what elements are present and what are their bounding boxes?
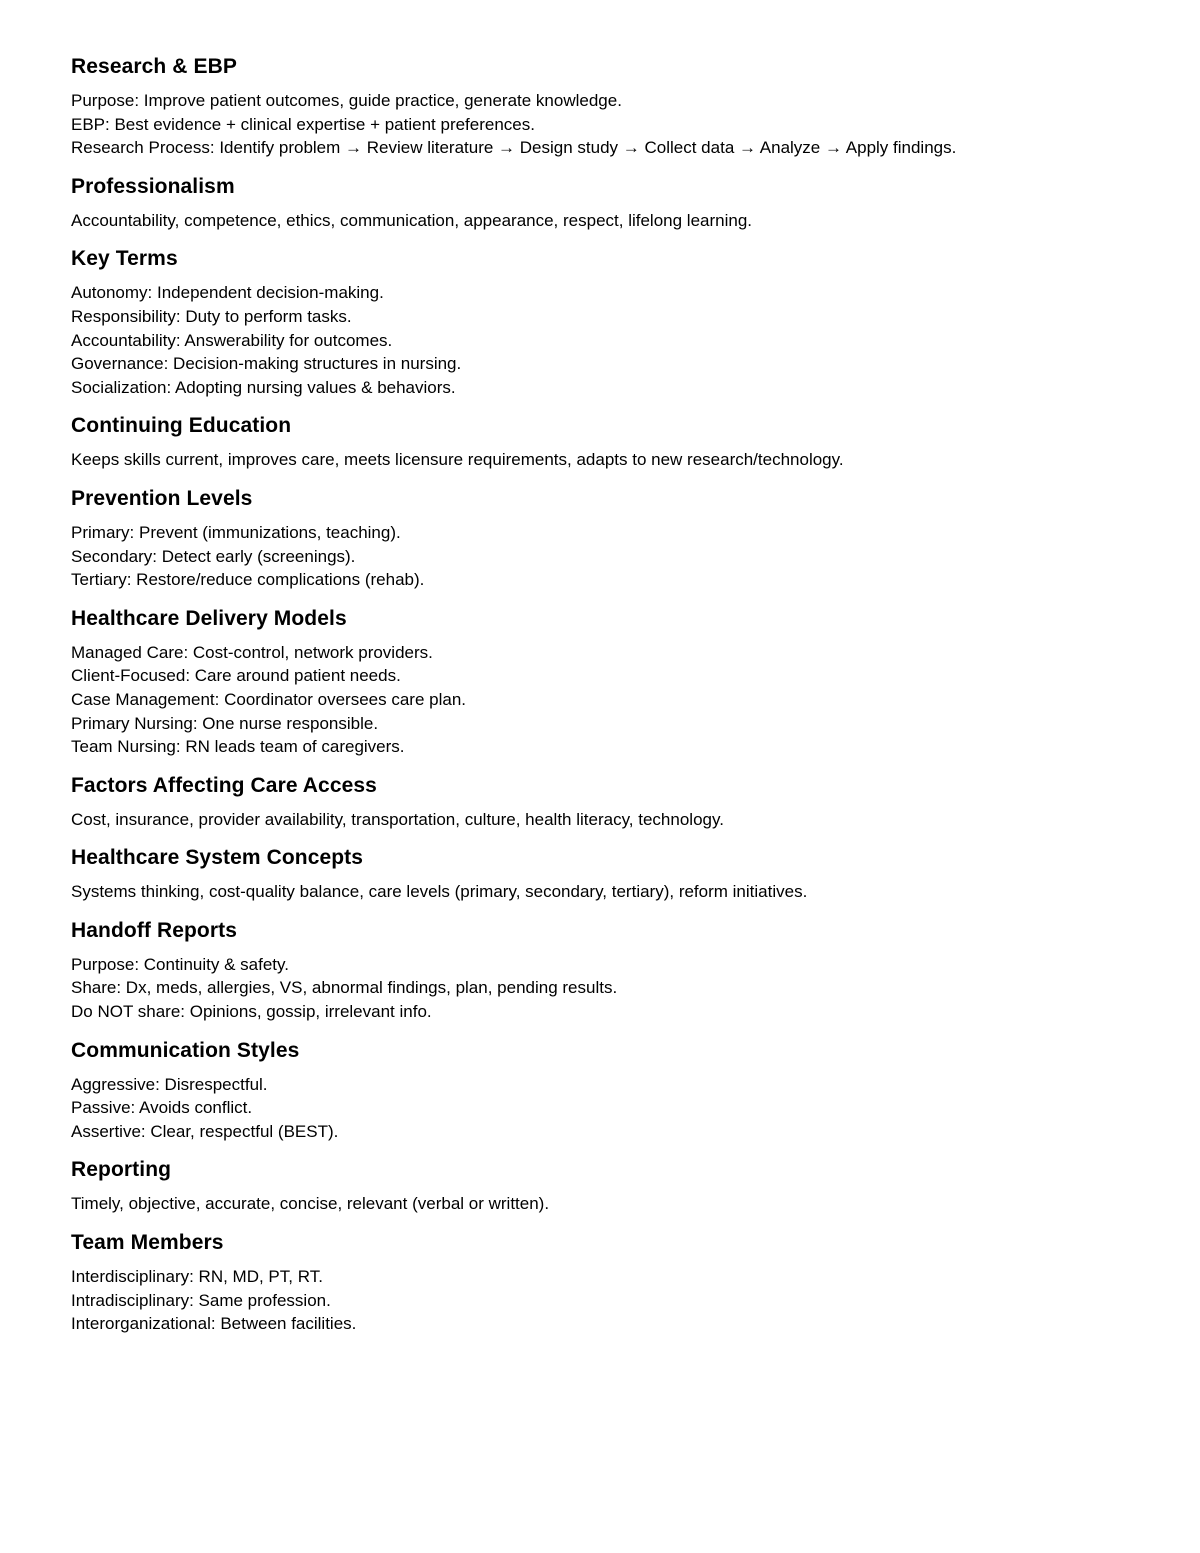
section-line: Purpose: Continuity & safety. bbox=[71, 954, 289, 974]
section-line: Purpose: Improve patient outcomes, guide practice, generate knowledge. bbox=[71, 91, 622, 110]
section bbox=[71, 605, 1151, 759]
section-line: Aggressive: Disrespectful. bbox=[71, 1074, 268, 1094]
section-line: Primary Nursing: One nurse responsible. bbox=[71, 713, 379, 733]
section-heading: Team Members bbox=[71, 1231, 224, 1255]
section-heading: Reporting bbox=[71, 1158, 172, 1182]
section-line: Intradisciplinary: Same profession. bbox=[71, 1290, 331, 1310]
section-body bbox=[71, 880, 1151, 904]
section bbox=[71, 485, 1151, 592]
section-heading: Continuing Education bbox=[71, 414, 292, 438]
section bbox=[71, 772, 1151, 832]
section-body bbox=[71, 1265, 1151, 1336]
section-body bbox=[71, 448, 1151, 472]
document-page bbox=[71, 53, 1151, 1349]
section-line: Secondary: Detect early (screenings). bbox=[71, 546, 356, 566]
section-line: Case Management: Coordinator oversees care plan. bbox=[71, 689, 466, 709]
section-line: Cost, insurance, provider availability, transportation, culture, health literacy, technology. bbox=[71, 809, 724, 829]
section-heading: Communication Styles bbox=[71, 1038, 300, 1062]
section-body bbox=[71, 808, 1151, 832]
section bbox=[71, 917, 1151, 1024]
section-heading: Healthcare System Concepts bbox=[71, 846, 364, 870]
section-line: Assertive: Clear, respectful (BEST). bbox=[71, 1121, 339, 1141]
section bbox=[71, 1037, 1151, 1144]
section-line: Interdisciplinary: RN, MD, PT, RT. bbox=[71, 1267, 323, 1287]
section bbox=[71, 844, 1151, 904]
section-body bbox=[71, 1073, 1151, 1144]
section-body bbox=[71, 953, 1151, 1024]
section-body bbox=[71, 89, 1151, 160]
section-line: Do NOT share: Opinions, gossip, irrelevant info. bbox=[71, 1002, 432, 1022]
section bbox=[71, 1156, 1151, 1216]
section-heading: Factors Affecting Care Access bbox=[71, 773, 377, 797]
section-line: Accountability, competence, ethics, communication, appearance, respect, lifelong learning. bbox=[71, 210, 753, 230]
section-heading: Research & EBP bbox=[71, 55, 237, 78]
section-line: Interorganizational: Between facilities. bbox=[71, 1314, 357, 1334]
section bbox=[71, 412, 1151, 472]
section-heading: Handoff Reports bbox=[71, 918, 237, 942]
section-line: Client-Focused: Care around patient needs. bbox=[71, 666, 401, 686]
section bbox=[71, 245, 1151, 399]
section-line: Managed Care: Cost-control, network providers. bbox=[71, 642, 433, 662]
section bbox=[71, 173, 1151, 233]
section-line: Research Process: Identify problem → Review literature → Design study → Collect data → Analyze → Apply findings. bbox=[71, 138, 957, 158]
section-body bbox=[71, 521, 1151, 592]
section-line: Keeps skills current, improves care, meets licensure requirements, adapts to new research/technology. bbox=[71, 450, 844, 470]
section-heading: Prevention Levels bbox=[71, 486, 253, 510]
section-line: Responsibility: Duty to perform tasks. bbox=[71, 306, 352, 326]
section bbox=[71, 53, 1151, 160]
section-line: Socialization: Adopting nursing values & behaviors. bbox=[71, 377, 456, 397]
section-line: Primary: Prevent (immunizations, teaching). bbox=[71, 522, 401, 542]
section-line: Share: Dx, meds, allergies, VS, abnormal findings, plan, pending results. bbox=[71, 978, 618, 998]
section-line: Systems thinking, cost-quality balance, care levels (primary, secondary, tertiary), reform initiatives. bbox=[71, 882, 808, 902]
sections-container bbox=[71, 53, 1151, 1336]
section-body bbox=[71, 281, 1151, 399]
section-body bbox=[71, 641, 1151, 759]
section bbox=[71, 1229, 1151, 1336]
section-line: Timely, objective, accurate, concise, relevant (verbal or written). bbox=[71, 1194, 550, 1214]
section-body bbox=[71, 1192, 1151, 1216]
section-heading: Professionalism bbox=[71, 174, 235, 198]
section-line: Tertiary: Restore/reduce complications (rehab). bbox=[71, 570, 425, 590]
section-heading: Key Terms bbox=[71, 247, 178, 271]
section-line: Autonomy: Independent decision-making. bbox=[71, 283, 384, 303]
section-heading: Healthcare Delivery Models bbox=[71, 606, 347, 630]
section-line: EBP: Best evidence + clinical expertise + patient preferences. bbox=[71, 114, 535, 134]
section-line: Governance: Decision-making structures in nursing. bbox=[71, 354, 462, 374]
section-line: Team Nursing: RN leads team of caregivers. bbox=[71, 737, 405, 757]
section-line: Accountability: Answerability for outcomes. bbox=[71, 330, 393, 350]
section-body bbox=[71, 209, 1151, 233]
section-line: Passive: Avoids conflict. bbox=[71, 1098, 253, 1118]
